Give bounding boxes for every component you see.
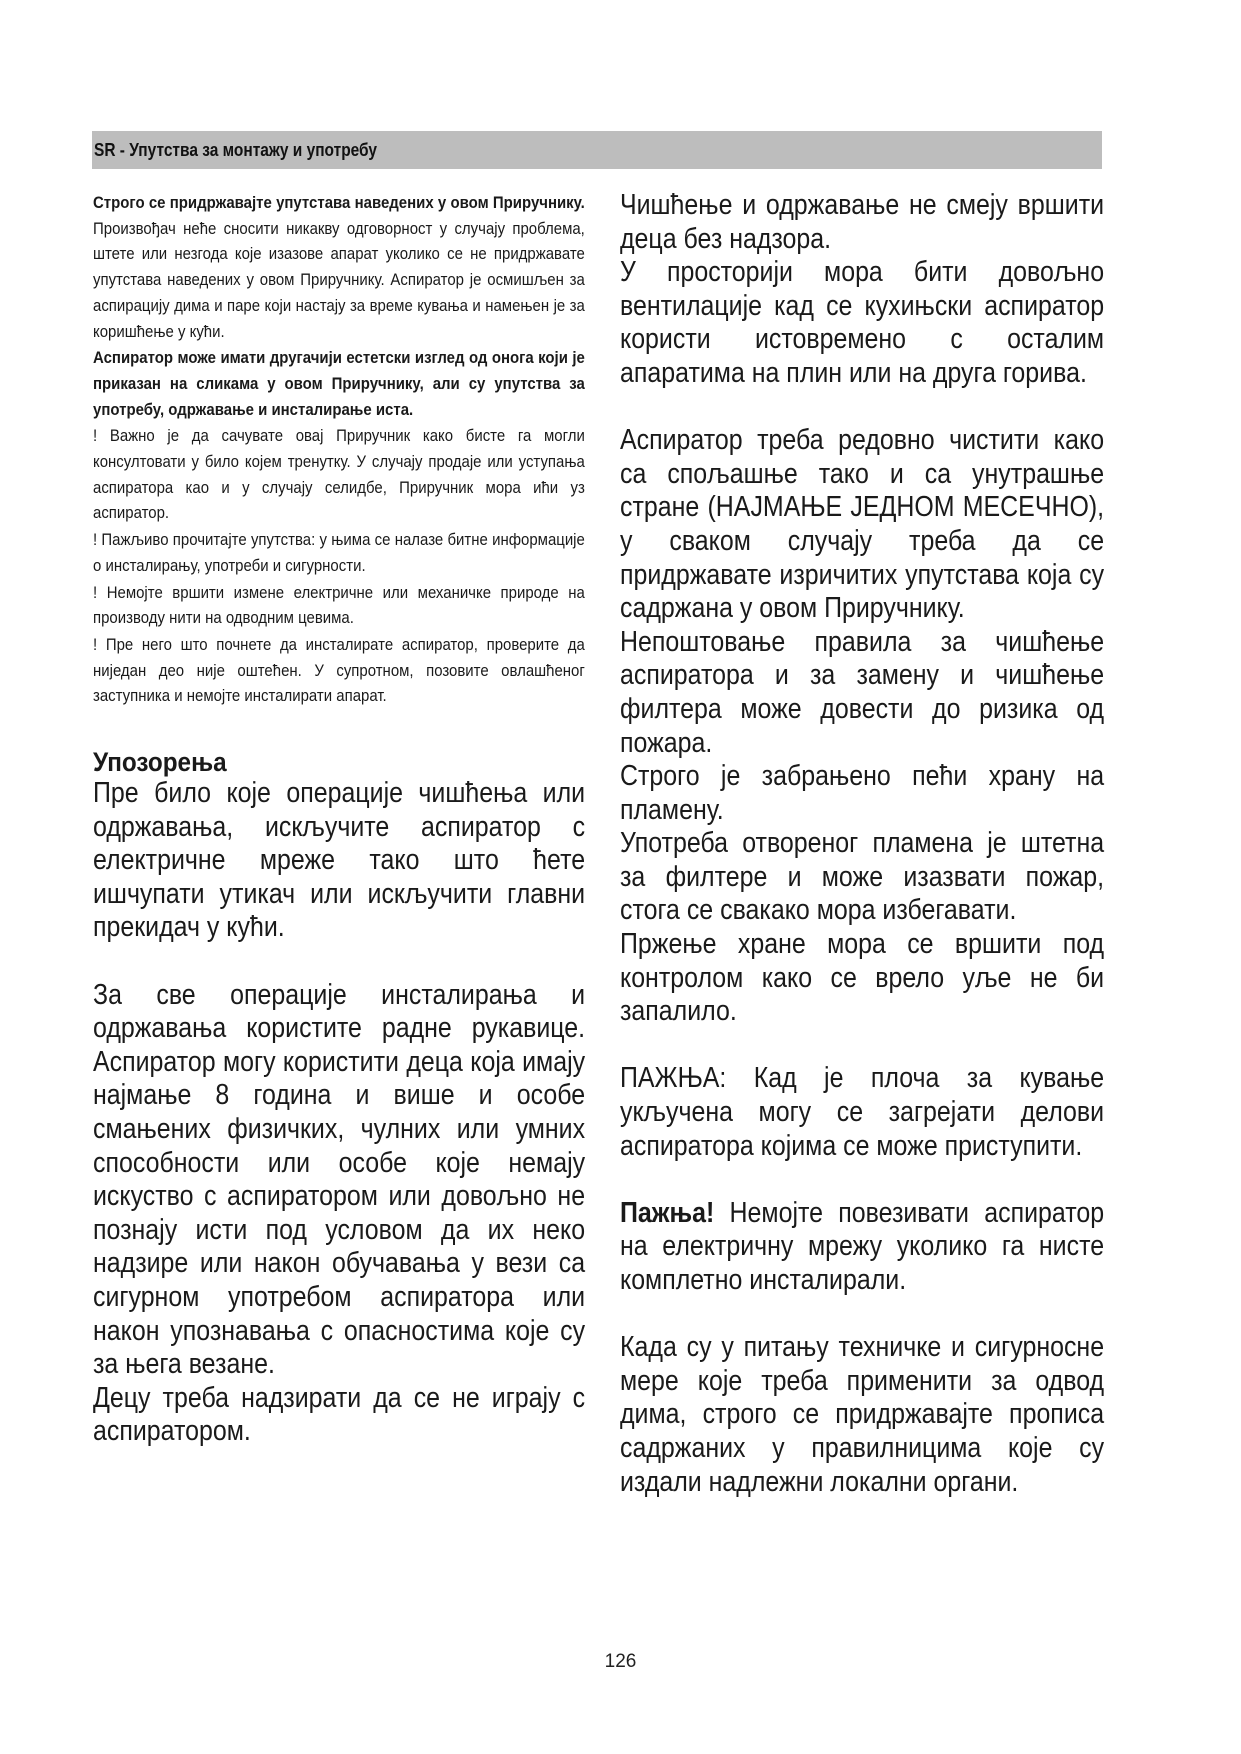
section-header-title: SR - Упутства за монтажу и употребу <box>94 139 378 160</box>
warning-ventilation: У просторији мора бити довољно вентилације кад се кухињски аспиратор користи истовремено с осталим апаратима на плин или на друга горива. <box>620 256 1105 389</box>
appearance-bold: Аспиратор може имати другачији естетски изглед од онога који је приказан на сликама у овом Приручнику, али су упутства за употребу, одржавање и инсталирање иста. <box>93 348 585 419</box>
warning-cleaning-children: Чишћење и одржавање не смеју вршити деца без надзора. <box>620 189 1105 255</box>
intro-bold: Строго се придржавајте упутстава наведених у овом Приручнику. <box>93 193 585 212</box>
keep-manual-note: ! Важно је да сачувате овај Приручник како бисте га могли консултовати у било којем тренутку. У случају продаје или уступања аспиратора као и у случају селидбе, Приручник мора ићи уз аспиратор. <box>93 426 585 523</box>
warnings-heading: Упозорења <box>93 747 227 778</box>
warning-gloves-children: За све операције инсталирања и одржавања користите радне рукавице. Аспиратор могу користити деца која имају најмање 8 година и више и особе смањених физичких, чулних или умних способности или особе које немају искуство с аспиратором или довољно не познају исти под условом да их неко надзире или након обучавања у вези са сигурном употребом аспиратора или након упознавања с опасностима које су за њега везане. <box>93 978 586 1381</box>
appearance-note <box>93 345 585 422</box>
read-instructions-note: ! Пажљиво прочитајте упутства: у њима се налазе битне информације о инсталирању, употреби и сигурности. <box>93 530 585 575</box>
check-damage-note: ! Пре него што почнете да инсталирате аспиратор, проверите да ниједан део није оштећен. У супротном, позовите овлашћеног заступника и немојте инсталирати апарат. <box>93 634 585 706</box>
intro-text: Произвођач неће сносити никакву одговорност у случају проблема, штете или незгода које изазове апарат уколико се не придржавате упутстава наведених у овом Приручнику. Аспиратор је осмишљен за аспирацију дима и паре који настају за време кувања и намењен је за коришћење у кући. <box>93 218 585 341</box>
intro-paragraph <box>93 190 585 344</box>
warning-flambe: Строго је забрањено пећи храну на пламену. <box>620 760 1105 826</box>
warning-fire-risk: Непоштовање правила за чишћење аспиратора и за замену и чишћење филтера може довести до ризика од пожара. <box>620 625 1105 759</box>
warning-disconnect: Пре било које операције чишћења или одржавања, искључите аспиратор с електричне мреже тако што ћете ишчупати утикач или искључити главни прекидач у кући. <box>93 777 586 944</box>
warning-supervise-children: Децу треба надзирати да се не играју с аспиратором. <box>93 1381 586 1448</box>
right-column <box>620 189 1104 1499</box>
attention-text: Немојте повезивати аспиратор на електричну мрежу уколико га нисте комплетно инсталирали. <box>620 1196 1105 1296</box>
section-header-bar <box>92 131 1102 169</box>
warning-connect <box>620 1197 1104 1298</box>
no-modification-note: ! Немојте вршити измене електричне или механичке природе на производу нити на одводним цевима. <box>93 582 585 628</box>
warning-regulations: Када су у питању техничке и сигурносне мере које треба применити за одвод дима, строго се придржавајте прописа садржаних у правилницима које су издали надлежни локални органи. <box>620 1331 1105 1498</box>
page-number: 126 <box>604 1651 637 1672</box>
warning-open-flame: Употреба отвореног пламена је штетна за филтере и може изазвати пожар, стога се свакако мора избегавати. <box>620 827 1105 927</box>
warning-frying: Пржење хране мора се вршити под контролом како се врело уље не би запалило. <box>620 928 1105 1028</box>
left-column <box>93 190 585 1449</box>
warning-hot-parts: ПАЖЊА: Кад је плоча за кување укључена могу се загрејати делови аспиратора којима се може приступити. <box>620 1062 1105 1162</box>
attention-bold: Пажња! <box>620 1196 715 1229</box>
warning-regular-cleaning: Аспиратор треба редовно чистити како са спољашње тако и са унутрашње стране (НАЈМАЊЕ ЈЕДНОМ МЕСЕЧНО), у сваком случају треба да се придржавате изричитих упутстава која су садржана у овом Приручнику. <box>620 424 1105 625</box>
